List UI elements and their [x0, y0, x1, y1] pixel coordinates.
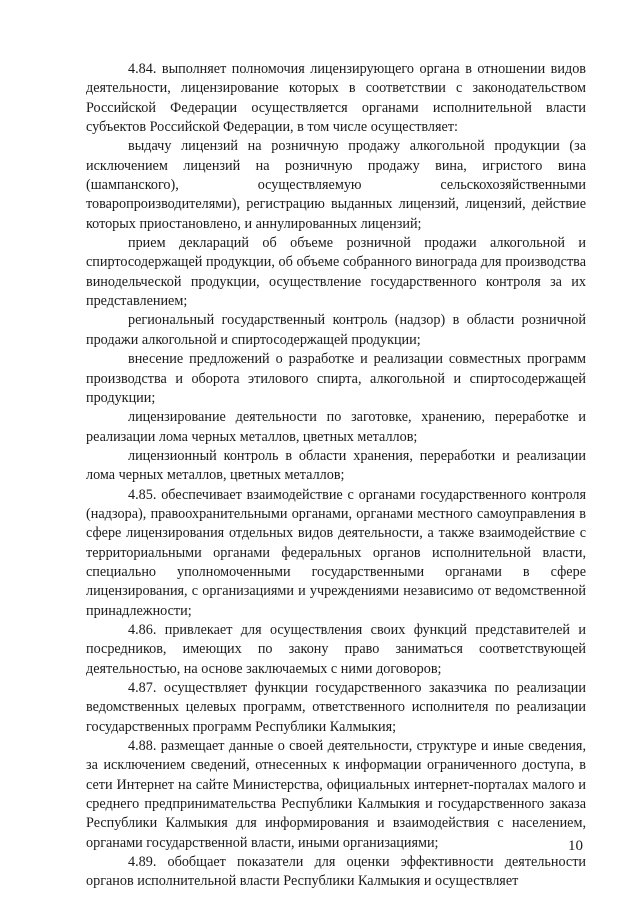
paragraph-4-87: 4.87. осуществляет функции государственного заказчика по реализации ведомственных целевых программ, ответственного исполнителя по реализации государственных программ Республики Калмыкия;: [86, 680, 586, 735]
paragraph-4-89: 4.89. обобщает показатели для оценки эффективности деятельности органов исполнительной власти Республики Калмыкия и осуществляет: [86, 854, 586, 890]
paragraph-license-issuance: выдачу лицензий на розничную продажу алкогольной продукции (за исключением лицензий на розничную продажу вина, игристого вина (шампанского), осуществляемую сельскохозяйственными товаропроизводителями), регистрацию выданных лицензий, лицензий, действие которых приостановлено, и аннулированных лицензий;: [86, 138, 586, 232]
page-number: 10: [568, 838, 583, 854]
paragraph-scrap-control: лицензионный контроль в области хранения, переработки и реализации лома черных металлов, цветных металлов;: [86, 447, 586, 484]
paragraph-scrap-licensing: лицензирование деятельности по заготовке, хранению, переработке и реализации лома черных металлов, цветных металлов;: [86, 409, 586, 445]
document-body: [86, 60, 586, 892]
paragraph-declarations: прием деклараций об объеме розничной продажи алкогольной и спиртосодержащей продукции, об объеме собранного винограда для производства винодельческой продукции, осуществление государственного контроля за их представлением;: [86, 235, 586, 310]
paragraph-4-86: 4.86. привлекает для осуществления своих функций представителей и посредников, имеющих по закону право заниматься соответствующей деятельностью, на основе заключаемых с ними договоров;: [86, 621, 586, 677]
paragraph-joint-programs: внесение предложений о разработке и реализации совместных программ производства и оборота этилового спирта, алкогольной и спиртосодержащей продукции;: [86, 351, 586, 406]
paragraph-4-84: 4.84. выполняет полномочия лицензирующего органа в отношении видов деятельности, лицензирование которых в соответствии с законодательством Российской Федерации осуществляется органами исполнительной власти субъектов Российской Федерации, в том числе осуществляет:: [86, 61, 586, 136]
paragraph-regional-control: региональный государственный контроль (надзор) в области розничной продажи алкогольной и спиртосодержащей продукции;: [86, 312, 586, 348]
paragraph-4-85: 4.85. обеспечивает взаимодействие с органами государственного контроля (надзора), правоохранительными органами, органами местного самоуправления в сфере лицензирования отдельных видов деятельности, а также взаимодействие с территориальными органами федеральных органов исполнительной власти, специально уполномоченными государственными органами в сфере лицензирования, с организациями и учреждениями независимо от ведомственной принадлежности;: [86, 486, 586, 619]
paragraph-4-88: 4.88. размещает данные о своей деятельности, структуре и иные сведения, за исключением сведений, отнесенных к информации ограниченного доступа, в сети Интернет на сайте Министерства, официальных интернет-порталах малого и среднего предпринимательства Республики Калмыкия и государственного заказа Республики Калмыкия для информирования и взаимодействия с населением, органами государственной власти, иными организациями;: [86, 738, 586, 851]
